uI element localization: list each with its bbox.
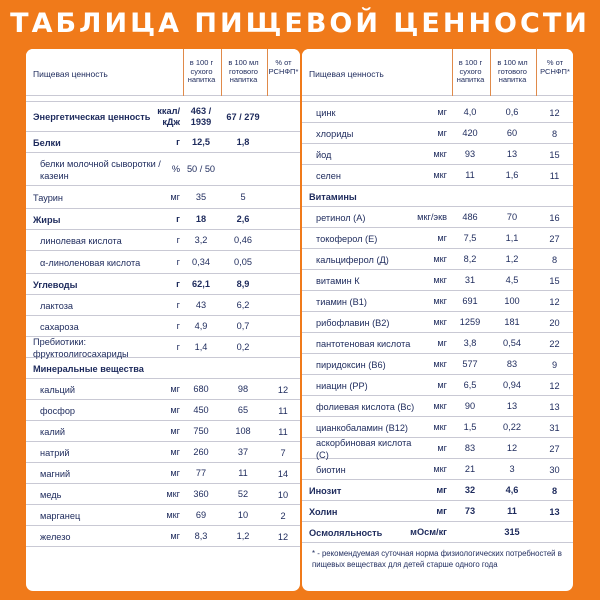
- table-row: [302, 354, 573, 375]
- row-unit: мг: [170, 531, 180, 541]
- row-value-ready: 1,2: [505, 254, 519, 264]
- row-value-dry: 83: [464, 443, 476, 453]
- row-name: сахароза: [40, 321, 79, 332]
- row-name: тиамин (В1): [316, 296, 367, 307]
- row-name: токоферол (Е): [316, 233, 378, 244]
- row-value-percent: [267, 316, 299, 337]
- row-unit: мг: [170, 192, 180, 202]
- table-row: [26, 209, 300, 230]
- table-row: [302, 165, 573, 186]
- table-row: [26, 132, 300, 153]
- row-name: фосфор: [40, 405, 76, 416]
- right-table: [302, 49, 573, 591]
- row-value-ready: 2,6: [236, 214, 250, 224]
- row-value-ready: 0,2: [236, 342, 250, 352]
- row-value-ready: 1,1: [505, 233, 519, 243]
- left-table-body: [26, 96, 300, 547]
- row-value-dry: 3,8: [463, 338, 477, 348]
- row-unit: мг: [170, 384, 180, 394]
- table-row: [302, 396, 573, 417]
- row-value-percent: [267, 102, 299, 132]
- row-value-ready: 6,2: [236, 300, 250, 310]
- row-name: Таурин: [33, 192, 64, 203]
- row-name: натрий: [40, 447, 70, 458]
- row-name: Пребиотики: фруктоолигосахариды: [33, 336, 129, 359]
- row-unit: г: [176, 300, 180, 310]
- table-row: [302, 291, 573, 312]
- row-name: линолевая кислота: [40, 235, 122, 246]
- table-row: [302, 522, 573, 543]
- row-name: фолиевая кислота (Вс): [316, 401, 415, 412]
- row-unit: мг: [437, 443, 447, 453]
- row-value-dry: 62,1: [192, 279, 210, 289]
- table-row: [302, 333, 573, 354]
- row-value-percent: 22: [549, 338, 560, 349]
- row-value-dry: [183, 358, 219, 379]
- left-table: [26, 49, 300, 591]
- table-row: [26, 337, 300, 358]
- header-name: Пищевая ценность: [33, 69, 108, 79]
- row-value-dry: 35: [195, 192, 207, 202]
- table-row: [26, 358, 300, 379]
- row-value-percent: [536, 186, 573, 207]
- row-value-dry: 6,5: [463, 380, 477, 390]
- row-unit: г: [176, 321, 180, 331]
- row-value-ready: 70: [506, 212, 518, 222]
- row-value-ready: 1,2: [236, 531, 250, 541]
- table-row: [26, 379, 300, 400]
- table-row: [302, 186, 573, 207]
- row-value-percent: 11: [278, 405, 288, 416]
- row-unit: мг: [170, 405, 180, 415]
- row-value-percent: 8: [551, 254, 558, 265]
- row-name: железо: [40, 531, 71, 542]
- table-row: [26, 186, 300, 209]
- row-value-percent: [267, 337, 299, 358]
- row-value-ready: 0,05: [234, 257, 252, 267]
- row-name: Энергетическая ценность: [33, 112, 151, 122]
- row-value-dry: 18: [195, 214, 207, 224]
- row-unit: мг: [436, 485, 447, 495]
- row-value-ready: 0,94: [503, 380, 521, 390]
- row-name: пантотеновая кислота: [316, 338, 411, 349]
- row-name: витамин К: [316, 275, 360, 286]
- row-value-dry: [452, 186, 488, 207]
- row-unit: мг: [437, 338, 447, 348]
- row-unit: мкг: [433, 359, 447, 369]
- row-name: медь: [40, 489, 62, 500]
- row-value-dry: 90: [464, 401, 476, 411]
- row-unit: мкг: [433, 170, 447, 180]
- row-name: калий: [40, 426, 65, 437]
- row-name: пиридоксин (В6): [316, 359, 386, 370]
- left-table-header: [26, 49, 300, 96]
- row-unit: г: [176, 137, 180, 147]
- row-name: Белки: [33, 137, 61, 148]
- row-value-dry: 750: [193, 426, 209, 436]
- table-row: [302, 417, 573, 438]
- row-value-percent: 27: [549, 233, 560, 244]
- table-row: [302, 102, 573, 123]
- row-unit: мг: [170, 426, 180, 436]
- row-unit: мкг: [433, 464, 447, 474]
- row-value-percent: 10: [277, 489, 289, 500]
- table-row: [26, 153, 300, 186]
- footnote: * - рекомендуемая суточная норма физиологических потребностей в пищевых веществах для детей старше одного года: [312, 549, 562, 569]
- row-name: Витамины: [309, 191, 357, 202]
- header-col-percent: % от РСНФП*: [267, 49, 299, 96]
- table-row: [302, 228, 573, 249]
- row-value-ready: 65: [237, 405, 249, 415]
- row-value-ready: 8,9: [236, 279, 250, 289]
- row-value-ready: 0,7: [236, 321, 250, 331]
- row-value-ready: 13: [506, 401, 518, 411]
- table-row: [26, 484, 300, 505]
- row-name: Жиры: [33, 214, 61, 225]
- row-value-ready: 5: [240, 192, 246, 202]
- row-value-dry: 450: [193, 405, 209, 415]
- row-value-percent: 20: [549, 317, 560, 328]
- row-value-ready: 100: [504, 296, 520, 306]
- table-row: [26, 251, 300, 274]
- row-value-dry: 73: [464, 506, 476, 516]
- row-value-percent: 12: [549, 380, 560, 391]
- row-unit: мкг: [166, 489, 180, 499]
- row-value-ready: 13: [506, 149, 518, 159]
- row-value-ready: 181: [504, 317, 520, 327]
- row-name: рибофлавин (В2): [316, 317, 390, 328]
- row-value-percent: 14: [277, 468, 289, 479]
- row-value-percent: [267, 230, 299, 251]
- row-value-ready: 4,5: [505, 275, 519, 285]
- row-value-percent: [267, 132, 299, 153]
- row-value-dry: 50 / 50: [186, 164, 216, 174]
- row-value-percent: 2: [280, 510, 286, 521]
- row-name: биотин: [316, 464, 346, 475]
- row-value-ready: 52: [237, 489, 249, 499]
- row-value-ready: 315: [504, 527, 520, 537]
- row-value-ready: 11: [507, 506, 517, 516]
- row-value-percent: 15: [549, 275, 560, 286]
- row-value-percent: 11: [278, 426, 288, 437]
- row-value-dry: 577: [462, 359, 478, 369]
- row-value-dry: 31: [464, 275, 476, 285]
- row-value-dry: 1259: [459, 317, 481, 327]
- row-value-dry: 4,0: [463, 107, 477, 117]
- row-value-dry: 360: [193, 489, 209, 499]
- row-name: лактоза: [40, 300, 74, 311]
- row-value-ready: [490, 186, 534, 207]
- row-value-ready: 12: [506, 443, 518, 453]
- page-title: ТАБЛИЦА ПИЩЕВОЙ ЦЕННОСТИ: [10, 8, 590, 39]
- table-row: [302, 501, 573, 522]
- row-value-percent: 7: [280, 447, 286, 458]
- row-value-dry: 12,5: [192, 137, 210, 147]
- row-name: селен: [316, 170, 341, 181]
- row-value-percent: 12: [277, 531, 289, 542]
- row-value-percent: 12: [549, 107, 560, 118]
- row-value-ready: 60: [506, 128, 518, 138]
- row-value-percent: [267, 274, 299, 295]
- row-name: Углеводы: [33, 279, 78, 290]
- row-value-dry: 486: [462, 212, 478, 222]
- row-value-percent: [267, 186, 299, 209]
- row-unit: мкг: [433, 401, 447, 411]
- row-value-dry: 0,34: [192, 257, 210, 267]
- row-unit: %: [171, 164, 180, 174]
- table-row: [302, 480, 573, 501]
- row-unit: мг: [437, 233, 447, 243]
- table-row: [26, 421, 300, 442]
- table-row: [26, 526, 300, 547]
- row-value-ready: [221, 153, 265, 186]
- row-unit: [144, 358, 180, 379]
- table-row: [26, 400, 300, 421]
- row-value-dry: 21: [464, 464, 476, 474]
- row-value-percent: 12: [277, 384, 289, 395]
- table-row: [302, 375, 573, 396]
- row-unit: мг: [437, 128, 447, 138]
- table-row: [302, 459, 573, 480]
- row-name: хлориды: [316, 128, 354, 139]
- row-value-dry: 69: [195, 510, 207, 520]
- row-value-dry: 3,2: [194, 235, 208, 245]
- row-unit: мг: [436, 506, 447, 516]
- header-col-percent: % от РСНФП*: [536, 49, 573, 96]
- row-unit: мкг: [433, 149, 447, 159]
- row-value-dry: 43: [195, 300, 207, 310]
- table-row: [26, 442, 300, 463]
- header-col-ready: в 100 мл готового напитка: [490, 49, 534, 96]
- row-value-dry: 1,4: [194, 342, 208, 352]
- row-unit: мг: [170, 447, 180, 457]
- row-unit: мкг: [433, 296, 447, 306]
- table-row: [302, 123, 573, 144]
- row-unit: мкг: [433, 317, 447, 327]
- row-value-ready: 0,46: [234, 235, 252, 245]
- row-unit: мкг: [433, 254, 447, 264]
- row-value-percent: 15: [549, 149, 560, 160]
- row-name: марганец: [40, 510, 81, 521]
- header-col-dry: в 100 г сухого напитка: [452, 49, 488, 96]
- right-table-body: [302, 96, 573, 543]
- row-unit: мкг: [166, 510, 180, 520]
- table-row: [26, 102, 300, 132]
- row-unit: мг: [437, 380, 447, 390]
- row-name: белки молочной сыворотки / казеин: [40, 158, 161, 181]
- table-row: [26, 295, 300, 316]
- row-unit: ккал/ кДж: [157, 106, 180, 127]
- header-name: Пищевая ценность: [309, 69, 384, 79]
- table-row: [302, 144, 573, 165]
- header-col-ready: в 100 мл готового напитка: [221, 49, 265, 96]
- row-value-ready: 83: [506, 359, 518, 369]
- row-value-ready: 98: [237, 384, 249, 394]
- row-value-dry: 680: [193, 384, 209, 394]
- row-unit: мг: [437, 107, 447, 117]
- table-row: [26, 463, 300, 484]
- row-value-ready: 11: [238, 468, 248, 478]
- table-row: [302, 270, 573, 291]
- row-value-percent: 27: [549, 443, 560, 454]
- row-name: кальций: [40, 384, 76, 395]
- row-value-percent: [267, 358, 299, 379]
- row-value-dry: 93: [464, 149, 476, 159]
- row-value-ready: 108: [235, 426, 251, 436]
- row-name: йод: [316, 149, 332, 160]
- row-value-percent: 8: [551, 485, 558, 496]
- row-value-ready: 1,6: [505, 170, 519, 180]
- row-value-dry: 691: [462, 296, 478, 306]
- row-value-percent: 13: [549, 506, 560, 517]
- row-value-dry: 420: [462, 128, 478, 138]
- row-value-ready: [221, 358, 265, 379]
- row-value-ready: 67 / 279: [226, 111, 260, 122]
- row-value-percent: [536, 522, 573, 543]
- row-unit: г: [176, 257, 180, 267]
- row-unit: г: [176, 342, 180, 352]
- row-name: магний: [40, 468, 71, 479]
- row-name: Инозит: [309, 485, 342, 496]
- row-value-dry: 77: [195, 468, 207, 478]
- row-value-ready: 3: [509, 464, 515, 474]
- row-unit: мг: [170, 468, 180, 478]
- row-unit: мОсм/кг: [410, 527, 447, 537]
- row-value-percent: 9: [551, 359, 558, 370]
- row-unit: г: [176, 235, 180, 245]
- row-value-ready: 4,6: [505, 485, 519, 495]
- row-value-percent: 12: [549, 296, 560, 307]
- row-value-ready: 0,54: [503, 338, 521, 348]
- row-name: Осмоляльность: [309, 527, 383, 538]
- table-row: [302, 312, 573, 333]
- row-unit: мкг/экв: [417, 212, 447, 222]
- row-value-ready: 37: [237, 447, 249, 457]
- row-name: ниацин (РР): [316, 380, 368, 391]
- header-col-dry: в 100 г сухого напитка: [183, 49, 219, 96]
- row-value-dry: 8,2: [463, 254, 477, 264]
- row-name: аскорбиновая кислота (С): [316, 437, 412, 460]
- right-table-header: [302, 49, 573, 96]
- row-name: цианкобаламин (В12): [316, 422, 408, 433]
- row-unit: мкг: [433, 422, 447, 432]
- table-row: [26, 230, 300, 251]
- row-value-dry: 1,5: [463, 422, 477, 432]
- table-row: [26, 274, 300, 295]
- row-name: кальциферол (Д): [316, 254, 389, 265]
- row-value-dry: 11: [465, 170, 475, 180]
- row-name: α-линоленовая кислота: [40, 257, 141, 268]
- row-value-dry: 7,5: [463, 233, 477, 243]
- row-value-ready: 0,22: [503, 422, 521, 432]
- row-unit: мкг: [433, 275, 447, 285]
- row-value-dry: 260: [193, 447, 209, 457]
- row-value-percent: [267, 209, 299, 230]
- row-value-dry: 8,3: [194, 531, 208, 541]
- table-row: [302, 249, 573, 270]
- row-unit: г: [176, 279, 180, 289]
- row-name: Холин: [309, 506, 338, 517]
- row-value-dry: 4,9: [194, 321, 208, 331]
- row-value-percent: 11: [549, 170, 560, 181]
- table-row: [26, 316, 300, 337]
- table-row: [302, 207, 573, 228]
- row-name: ретинол (А): [316, 212, 366, 223]
- row-value-dry: 32: [464, 485, 476, 495]
- row-value-percent: [267, 153, 299, 186]
- row-unit: [402, 186, 447, 207]
- row-value-percent: 16: [549, 212, 560, 223]
- row-unit: г: [176, 214, 180, 224]
- table-row: [302, 438, 573, 459]
- row-value-ready: 0,6: [505, 107, 519, 117]
- row-value-percent: 30: [549, 464, 560, 475]
- table-row: [26, 505, 300, 526]
- row-value-percent: [267, 251, 299, 274]
- row-value-percent: 13: [549, 401, 560, 412]
- row-value-percent: [267, 295, 299, 316]
- row-value-dry: 463 / 1939: [190, 106, 212, 127]
- row-name: цинк: [316, 107, 336, 118]
- row-value-percent: 31: [549, 422, 560, 433]
- row-value-ready: 10: [237, 510, 249, 520]
- row-value-ready: 1,8: [236, 137, 250, 147]
- row-value-percent: 8: [551, 128, 558, 139]
- row-name: Минеральные вещества: [33, 363, 144, 374]
